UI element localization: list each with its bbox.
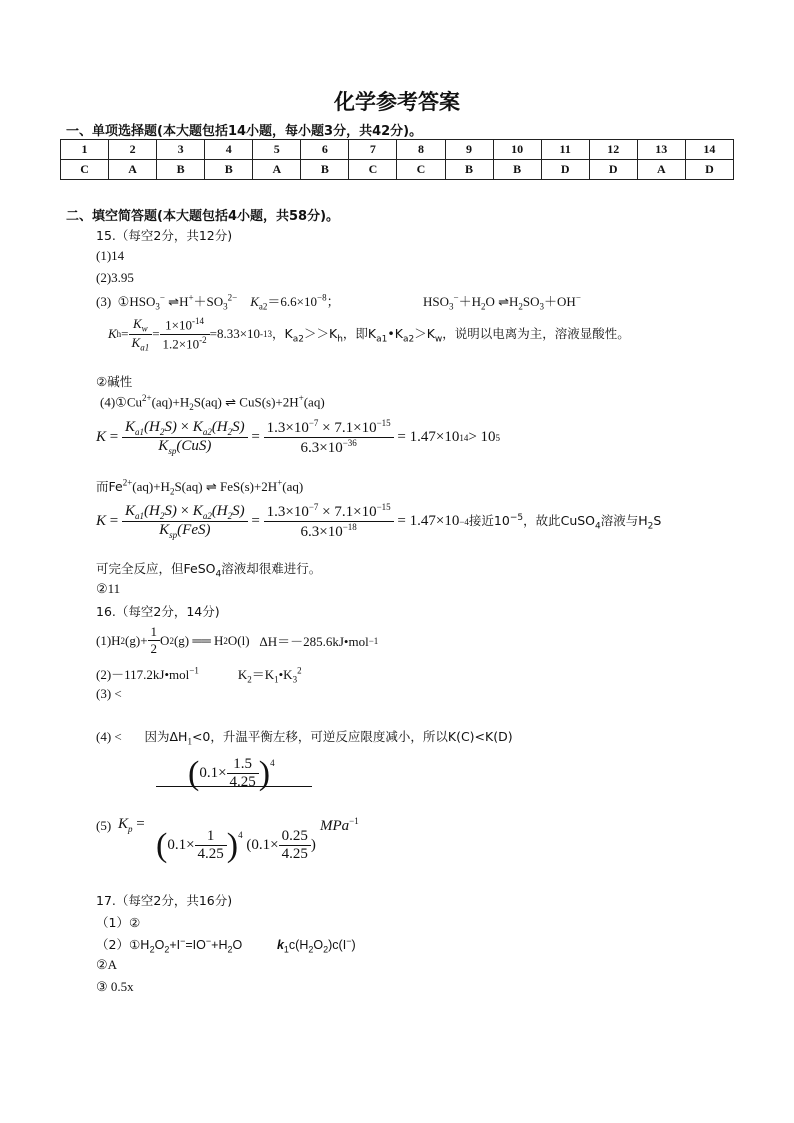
kp-denominator: ( 0.1× $\frac{1}{4.25}$ ) $^4$ ( 0.1× $\frac{0.25}{4.25}$ ) xyxy=(156,826,316,864)
equilibrium-arrow-icon: ⇌ xyxy=(168,294,180,309)
q17-p4: ③ 0.5x xyxy=(96,979,134,994)
answer-letter-cell: A xyxy=(109,160,157,180)
answer-number-cell: 4 xyxy=(205,140,253,160)
page-title: 化学参考答案 xyxy=(334,90,460,114)
answer-number-cell: 3 xyxy=(157,140,205,160)
equals-arrow-icon: ══ xyxy=(192,632,211,648)
q15-p3-hydrolysis: $HSO_3^-+H_2O$ $\rightleftharpoons H_2SO_3+OH^-$ xyxy=(423,292,581,312)
answer-letter-cell: C xyxy=(349,160,397,180)
q16-p2: (2)－117.2kJ•mol$^{-1}$ $K_2=K_1•K_3^2$ xyxy=(96,665,302,685)
answer-letter-cell: D xyxy=(685,160,733,180)
answer-letters-row xyxy=(61,160,734,180)
q15-k-fes-equation: K = $\frac{K_{a1}(H_2S) \times K_{a2}(H_2S)}{K_{sp}(FeS)}$ = $\frac{1.3\times 10^{-7} \times 7.1\times 10^{-15}}{6.3\times 10^{-18}}$ = 1.47×10 −4 接近$10^{-5}$，故此CuSO$_4$溶液与$H_2S$ xyxy=(96,502,662,540)
answer-number-cell: 11 xyxy=(541,140,589,160)
answer-letter-cell: C xyxy=(61,160,109,180)
q15-k-cus-equation: K = $\frac{K_{a1}(H_2S) \times K_{a2}(H_2S)}{K_{sp}(CuS)}$ = $\frac{1.3\times 10^{-7} \times 7.1\times 10^{-15}}{6.3\times 10^{-36}}$ = 1.47×10 14 > 10 5 xyxy=(96,418,501,456)
q15-p5: ②11 xyxy=(96,581,121,596)
section-1-heading: 一、单项选择题(本大题包括14小题，每小题3分，共42分)。 xyxy=(66,124,423,139)
q17-p1: （1）② xyxy=(96,915,141,930)
answer-number-cell: 7 xyxy=(349,140,397,160)
kp-symbol: $K_p$ = xyxy=(118,816,145,834)
q17-p2: $(2)①H_2O_2+I^-=IO^-+H_2O$ $k_1c(H_2O_2)c(I^-)$ xyxy=(96,935,356,955)
answer-table xyxy=(60,139,734,180)
kp-unit: MPa$^{-1}$ xyxy=(320,816,359,834)
answer-number-cell: 8 xyxy=(397,140,445,160)
section-2-heading: 二、填空简答题(本大题包括4小题，共58分)。 xyxy=(66,209,340,224)
answer-number-cell: 10 xyxy=(493,140,541,160)
q15-p4-reaction: $(4)①Cu^{2+}(aq)+H_2S(aq)$ ⇌ CuS(s)+2H+(aq) xyxy=(100,393,325,412)
answer-letter-cell: B xyxy=(205,160,253,180)
q16-p5-label: (5) xyxy=(96,818,112,833)
q15-alkaline: ②碱性 xyxy=(96,374,133,389)
q16-p3: (3) < xyxy=(96,686,122,701)
answer-number-cell: 6 xyxy=(301,140,349,160)
answer-letter-cell: B xyxy=(301,160,349,180)
answer-letter-cell: B xyxy=(445,160,493,180)
q17-header: 17.（每空2分，共16分) xyxy=(96,893,233,908)
q15-header: 15.（每空2分，共12分) xyxy=(96,228,233,243)
answer-number-cell: 5 xyxy=(253,140,301,160)
answer-number-cell: 14 xyxy=(685,140,733,160)
q15-p1: (1)14 xyxy=(96,248,125,263)
q16-p4: (4) < 因为$\Delta H_1<0$，升温平衡左移，可逆反应限度减小，所以K(C)<K(D) xyxy=(96,729,513,747)
answer-letter-cell: C xyxy=(397,160,445,180)
answer-number-cell: 1 xyxy=(61,140,109,160)
equilibrium-arrow-icon: ⇌ xyxy=(205,479,217,494)
answer-numbers-row xyxy=(61,140,734,160)
q15-kh-equation: K h = $\frac{K_w}{K_{a1}}$ = $\frac{1\times 10^{-14}}{1.2\times 10^{-2}}$ =8.33×10 -13 ，$K_{a2}>>K_h$，即$K_{a1}•K_{a2}>K_w$，说明以电离为主，溶液显酸性。 xyxy=(108,316,630,353)
answer-letter-cell: B xyxy=(157,160,205,180)
answer-letter-cell: D xyxy=(541,160,589,180)
q15-p2: (2)3.95 xyxy=(96,270,134,285)
answer-letter-cell: A xyxy=(637,160,685,180)
q17-p3: ②A xyxy=(96,957,118,972)
answer-letter-cell: A xyxy=(253,160,301,180)
q15-p3-ionization: (3) $①HSO_3^-$ $\rightleftharpoons H^++SO_3^{2-}$ $K_{a2}=6.6\times 10^{-8}$； xyxy=(96,292,340,312)
equilibrium-arrow-icon: ⇌ xyxy=(498,294,510,309)
answer-number-cell: 12 xyxy=(589,140,637,160)
kp-numerator: ( 0.1× $\frac{1.5}{4.25}$ ) $^4$ xyxy=(188,754,275,792)
q16-header: 16.（每空2分，14分) xyxy=(96,604,220,619)
answer-number-cell: 13 xyxy=(637,140,685,160)
q15-fe-reaction: 而$Fe^{2+}(aq)+H_2S(aq)$ ⇌ FeS(s)+2H+(aq) xyxy=(96,477,304,497)
answer-letter-cell: B xyxy=(493,160,541,180)
answer-letter-cell: D xyxy=(589,160,637,180)
q16-p1: (1)H 2 (g)+ $\frac{1}{2}$ O 2 (g) ══ H 2 O(l) ΔH＝－285.6kJ•mol −1 xyxy=(96,624,379,656)
q15-continuation: 可完全反应，但FeSO$_4$溶液却很难进行。 xyxy=(96,561,322,580)
equilibrium-arrow-icon: ⇌ xyxy=(225,394,237,410)
answer-number-cell: 2 xyxy=(109,140,157,160)
answer-number-cell: 9 xyxy=(445,140,493,160)
